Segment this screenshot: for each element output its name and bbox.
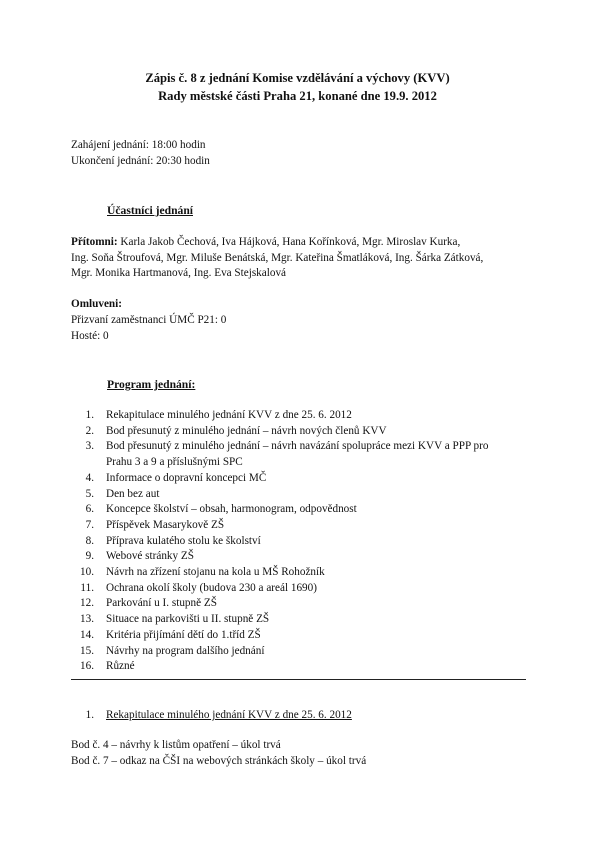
program-item-number: 9. [85,550,94,563]
program-item-text: Návrhy na program dalšího jednání [106,644,265,657]
program-item-number: 10. [80,566,94,578]
program-item-number: 5. [85,487,94,500]
program-item-number: 12. [80,597,94,610]
program-item-number: 13. [80,613,94,626]
program-item-text: Návrh na zřízení stojanu na kola u MŠ Rohožník [106,566,325,578]
horizontal-rule [71,679,526,680]
program-item-text: Den bez aut [106,487,160,500]
program-item-text: Informace o dopravní koncepci MČ [106,471,267,484]
program-item-number: 7. [85,518,94,531]
section1-line1: Bod č. 4 – návrhy k listům opatření – úkol trvá [71,739,281,751]
meeting-end-time: Ukončení jednání: 20:30 hodin [71,155,210,167]
program-item-number: 8. [85,534,94,547]
program-item-text: Koncepce školství – obsah, harmonogram, odpovědnost [106,503,357,516]
program-item-text: Parkování u I. stupně ZŠ [106,597,217,610]
meeting-start-time: Zahájení jednání: 18:00 hodin [71,139,206,151]
section1-title: Rekapitulace minulého jednání KVV z dne 25. 6. 2012 [106,709,352,721]
program-item-number: 16. [80,660,94,673]
program-item-number: 3. [85,440,94,453]
present-line1: Karla Jakob Čechová, Iva Hájková, Hana Kořínková, Mgr. Miroslav Kurka, [117,236,461,248]
program-item-text: Rekapitulace minulého jednání KVV z dne 25. 6. 2012 [106,409,352,421]
program-item-text: Kritéria přijímání dětí do 1.tříd ZŠ [106,628,261,641]
present-label: Přítomni: [71,236,118,248]
program-item-number: 1. [85,409,94,421]
guests: Hosté: 0 [71,330,109,342]
program-item-text: Různé [106,660,135,673]
program-item-text: Příspěvek Masarykově ZŠ [106,518,225,531]
program-heading: Program jednání: [107,378,196,391]
program-item-text: Příprava kulatého stolu ke školství [106,534,261,547]
program-item-text: Bod přesunutý z minulého jednání – návrh navázání spolupráce mezi KVV a PPP pro [106,440,489,453]
document-title-line2: Rady městské části Praha 21, konané dne 19.9. 2012 [158,89,437,103]
present-line2: Ing. Soňa Štroufová, Mgr. Miluše Benátská, Mgr. Kateřina Šmatláková, Ing. Šárka Zátková, [71,251,484,264]
present-paragraph [71,235,525,282]
program-item-number: 6. [85,503,94,516]
program-item-number: 15. [80,644,94,657]
program-item-text-continued: Prahu 3 a 9 a příslušnými SPC [106,456,243,469]
program-item-text: Webové stránky ZŠ [106,550,194,563]
excused-label: Omluveni: [71,298,122,310]
program-item-number: 4. [85,471,94,484]
program-item-number: 2. [85,424,94,437]
program-item-text: Situace na parkovišti u II. stupně ZŠ [106,613,270,626]
program-item-number: 14. [80,628,94,641]
invited-staff: Přizvaní zaměstnanci ÚMČ P21: 0 [71,314,227,326]
program-item-text: Ochrana okolí školy (budova 230 a areál 1690) [106,581,317,594]
document-title-line1: Zápis č. 8 z jednání Komise vzdělávání a výchovy (KVV) [145,71,450,85]
section1-line2: Bod č. 7 – odkaz na ČŠI na webových stránkách školy – úkol trvá [71,755,367,767]
section1-number: 1. [85,709,94,721]
program-item-text: Bod přesunutý z minulého jednání – návrh nových členů KVV [106,424,387,437]
program-item-number: 11. [80,581,94,594]
present-line3: Mgr. Monika Hartmanová, Ing. Eva Stejskalová [71,267,287,280]
participants-heading: Účastníci jednání [107,204,193,217]
